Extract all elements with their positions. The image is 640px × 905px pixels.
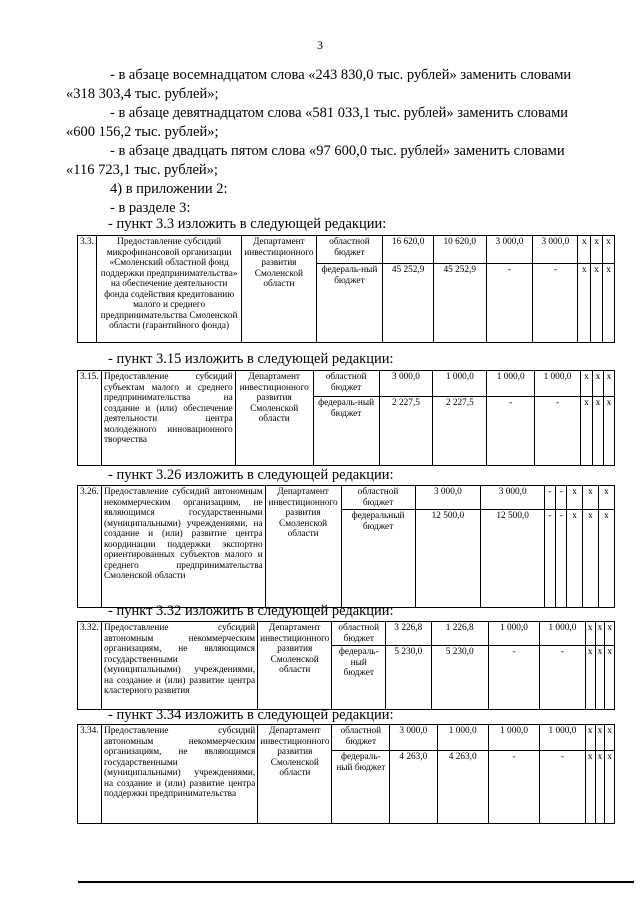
value-cell: 3 000,0 bbox=[533, 236, 578, 264]
x-cell: x bbox=[591, 236, 603, 264]
x-cell: x bbox=[585, 725, 595, 751]
paragraph-line: - в абзаце девятнадцатом слова «581 033,1 тыс. рублей» заменить словами bbox=[110, 105, 569, 121]
funding-source: областной бюджет bbox=[341, 486, 415, 510]
x-cell: x bbox=[595, 751, 605, 824]
x-cell: x bbox=[595, 725, 605, 751]
value-cell: 3 000,0 bbox=[486, 236, 533, 264]
table-3-15 bbox=[77, 370, 615, 466]
paragraph-line: 4) в приложении 2: bbox=[110, 181, 228, 197]
x-cell: x bbox=[603, 397, 614, 466]
x-cell: x bbox=[578, 264, 591, 343]
value-cell: 1 000,0 bbox=[540, 622, 586, 646]
table-3-34 bbox=[77, 724, 615, 824]
x-cell: x bbox=[583, 510, 599, 608]
section-heading: - пункт 3.32 изложить в следующей редакции: bbox=[108, 603, 394, 619]
row-description: Предоставление субсидий микрофинансовой организации «Смоленский областной фонд поддержки предпринимательства» на обеспечение деятельности фонда содействия кредитованию малого и среднего предпринимательства Смоленской области (гарантийного фонда) bbox=[96, 236, 241, 343]
x-cell: x bbox=[567, 510, 583, 608]
x-cell: x bbox=[592, 371, 603, 397]
value-cell: 4 263,0 bbox=[390, 751, 437, 824]
row-department: Департамент инвестиционного развития Смоленской области bbox=[258, 622, 332, 710]
row-department: Департамент инвестиционного развития Смоленской области bbox=[242, 236, 316, 343]
value-cell: 3 000,0 bbox=[415, 486, 481, 510]
value-cell: 12 500,0 bbox=[481, 510, 545, 608]
row-description: Предоставление субсидий автономным некоммерческим организациям, не являющимся государственными (муниципальными) учреждениями, на создание и (или) развитие центра координации поддержки экспортно ориентированных субъектов малого и среднего предпринимательства Смоленской области bbox=[101, 486, 265, 608]
funding-source: федераль-ный бюджет bbox=[332, 751, 390, 824]
x-cell: x bbox=[585, 751, 595, 824]
value-cell: 4 263,0 bbox=[437, 751, 488, 824]
value-cell: 3 000,0 bbox=[481, 486, 545, 510]
value-cell: 3 000,0 bbox=[390, 725, 437, 751]
value-cell: 5 230,0 bbox=[431, 646, 488, 710]
value-cell: - bbox=[488, 646, 539, 710]
x-cell: x bbox=[567, 486, 583, 510]
funding-source: федераль-ный бюджет bbox=[332, 646, 386, 710]
value-cell: - bbox=[533, 264, 578, 343]
section-heading: - пункт 3.26 изложить в следующей редакции: bbox=[108, 467, 394, 483]
value-cell: 1 000,0 bbox=[433, 371, 487, 397]
value-cell: - bbox=[545, 510, 556, 608]
section-heading: - пункт 3.15 изложить в следующей редакции: bbox=[108, 351, 394, 367]
x-cell: x bbox=[585, 622, 595, 646]
row-number: 3.3. bbox=[78, 236, 97, 343]
funding-source: областной бюджет bbox=[313, 371, 379, 397]
paragraph-line: «116 723,1 тыс. рублей»; bbox=[66, 162, 218, 178]
value-cell: 1 000,0 bbox=[437, 725, 488, 751]
value-cell: 1 000,0 bbox=[540, 725, 585, 751]
paragraph-line: «318 303,4 тыс. рублей»; bbox=[66, 86, 219, 102]
table-row bbox=[78, 622, 615, 646]
value-cell: - bbox=[556, 486, 567, 510]
row-description: Предоставление субсидий автономным некоммерческим организациям, не являющимся государственными (муниципальными) учреждениями, на создание и (или) развитие центра кластерного развития bbox=[101, 622, 257, 710]
value-cell: 10 620,0 bbox=[434, 236, 487, 264]
value-cell: 2 227,5 bbox=[433, 397, 487, 466]
section-heading: - пункт 3.34 изложить в следующей редакции: bbox=[108, 707, 394, 723]
paragraph-line: «600 156,2 тыс. рублей»; bbox=[66, 124, 219, 140]
row-description: Предоставление субсидий автономным некоммерческим организациям, не являющимся государственными (муниципальными) учреждениями, на создание и (или) развитие центра поддержки предпринимательства bbox=[101, 725, 257, 824]
x-cell: x bbox=[605, 751, 615, 824]
value-cell: 3 000,0 bbox=[379, 371, 433, 397]
x-cell: x bbox=[585, 646, 595, 710]
x-cell: x bbox=[605, 646, 615, 710]
table-row bbox=[78, 725, 615, 751]
page-number: 3 bbox=[317, 38, 323, 52]
row-department: Департамент инвестиционного развития Смоленской области bbox=[258, 725, 332, 824]
table-3-32 bbox=[77, 621, 615, 710]
row-number: 3.15. bbox=[78, 371, 102, 466]
bottom-rule bbox=[78, 881, 634, 883]
value-cell: 2 227,5 bbox=[379, 397, 433, 466]
funding-source: областной бюджет bbox=[316, 236, 383, 264]
funding-source: областной бюджет bbox=[332, 622, 386, 646]
value-cell: 1 000,0 bbox=[488, 622, 539, 646]
x-cell: x bbox=[605, 622, 615, 646]
x-cell: x bbox=[595, 646, 605, 710]
funding-source: федеральный бюджет bbox=[341, 510, 415, 608]
value-cell: 1 000,0 bbox=[535, 371, 581, 397]
value-cell: - bbox=[486, 264, 533, 343]
table-row bbox=[78, 371, 615, 397]
value-cell: - bbox=[545, 486, 556, 510]
value-cell: 5 230,0 bbox=[386, 646, 432, 710]
value-cell: 3 226,8 bbox=[386, 622, 432, 646]
value-cell: - bbox=[488, 751, 539, 824]
x-cell: x bbox=[578, 236, 591, 264]
x-cell: x bbox=[592, 397, 603, 466]
value-cell: 12 500,0 bbox=[415, 510, 481, 608]
x-cell: x bbox=[580, 371, 592, 397]
funding-source: федераль-ный бюджет bbox=[316, 264, 383, 343]
table-row bbox=[78, 486, 615, 510]
table-3-3 bbox=[77, 235, 615, 343]
value-cell: 1 000,0 bbox=[488, 725, 539, 751]
section-heading: - пункт 3.3 изложить в следующей редакции: bbox=[108, 216, 387, 232]
x-cell: x bbox=[603, 264, 615, 343]
value-cell: 45 252,9 bbox=[434, 264, 487, 343]
x-cell: x bbox=[603, 236, 615, 264]
row-department: Департамент инвестиционного развития Смоленской области bbox=[235, 371, 313, 466]
value-cell: - bbox=[487, 397, 535, 466]
row-number: 3.34. bbox=[78, 725, 102, 824]
value-cell: 1 226,8 bbox=[431, 622, 488, 646]
paragraph-line: - в разделе 3: bbox=[110, 200, 191, 216]
value-cell: 45 252,9 bbox=[383, 264, 434, 343]
x-cell: x bbox=[580, 397, 592, 466]
paragraph-line: - в абзаце восемнадцатом слова «243 830,0 тыс. рублей» заменить словами bbox=[110, 67, 572, 83]
value-cell: 16 620,0 bbox=[383, 236, 434, 264]
x-cell: x bbox=[591, 264, 603, 343]
paragraph-line: - в абзаце двадцать пятом слова «97 600,0 тыс. рублей» заменить словами bbox=[110, 143, 565, 159]
value-cell: - bbox=[540, 751, 585, 824]
x-cell: x bbox=[583, 486, 599, 510]
funding-source: федераль-ный бюджет bbox=[313, 397, 379, 466]
value-cell: - bbox=[540, 646, 586, 710]
x-cell: x bbox=[595, 622, 605, 646]
value-cell: - bbox=[535, 397, 581, 466]
x-cell: x bbox=[603, 371, 614, 397]
row-department: Департамент инвестиционного развития Смоленской области bbox=[265, 486, 341, 608]
table-3-26 bbox=[77, 485, 615, 608]
value-cell: 1 000,0 bbox=[487, 371, 535, 397]
x-cell: x bbox=[598, 486, 614, 510]
row-number: 3.26. bbox=[78, 486, 102, 608]
funding-source: областной бюджет bbox=[332, 725, 390, 751]
x-cell: x bbox=[598, 510, 614, 608]
row-description: Предоставление субсидий субъектам малого и среднего предпринимательства на создание и (или) обеспечение деятельности центра молодежного инновационного творчества bbox=[101, 371, 235, 466]
row-number: 3.32. bbox=[78, 622, 102, 710]
table-row bbox=[78, 236, 615, 264]
x-cell: x bbox=[605, 725, 615, 751]
value-cell: - bbox=[556, 510, 567, 608]
